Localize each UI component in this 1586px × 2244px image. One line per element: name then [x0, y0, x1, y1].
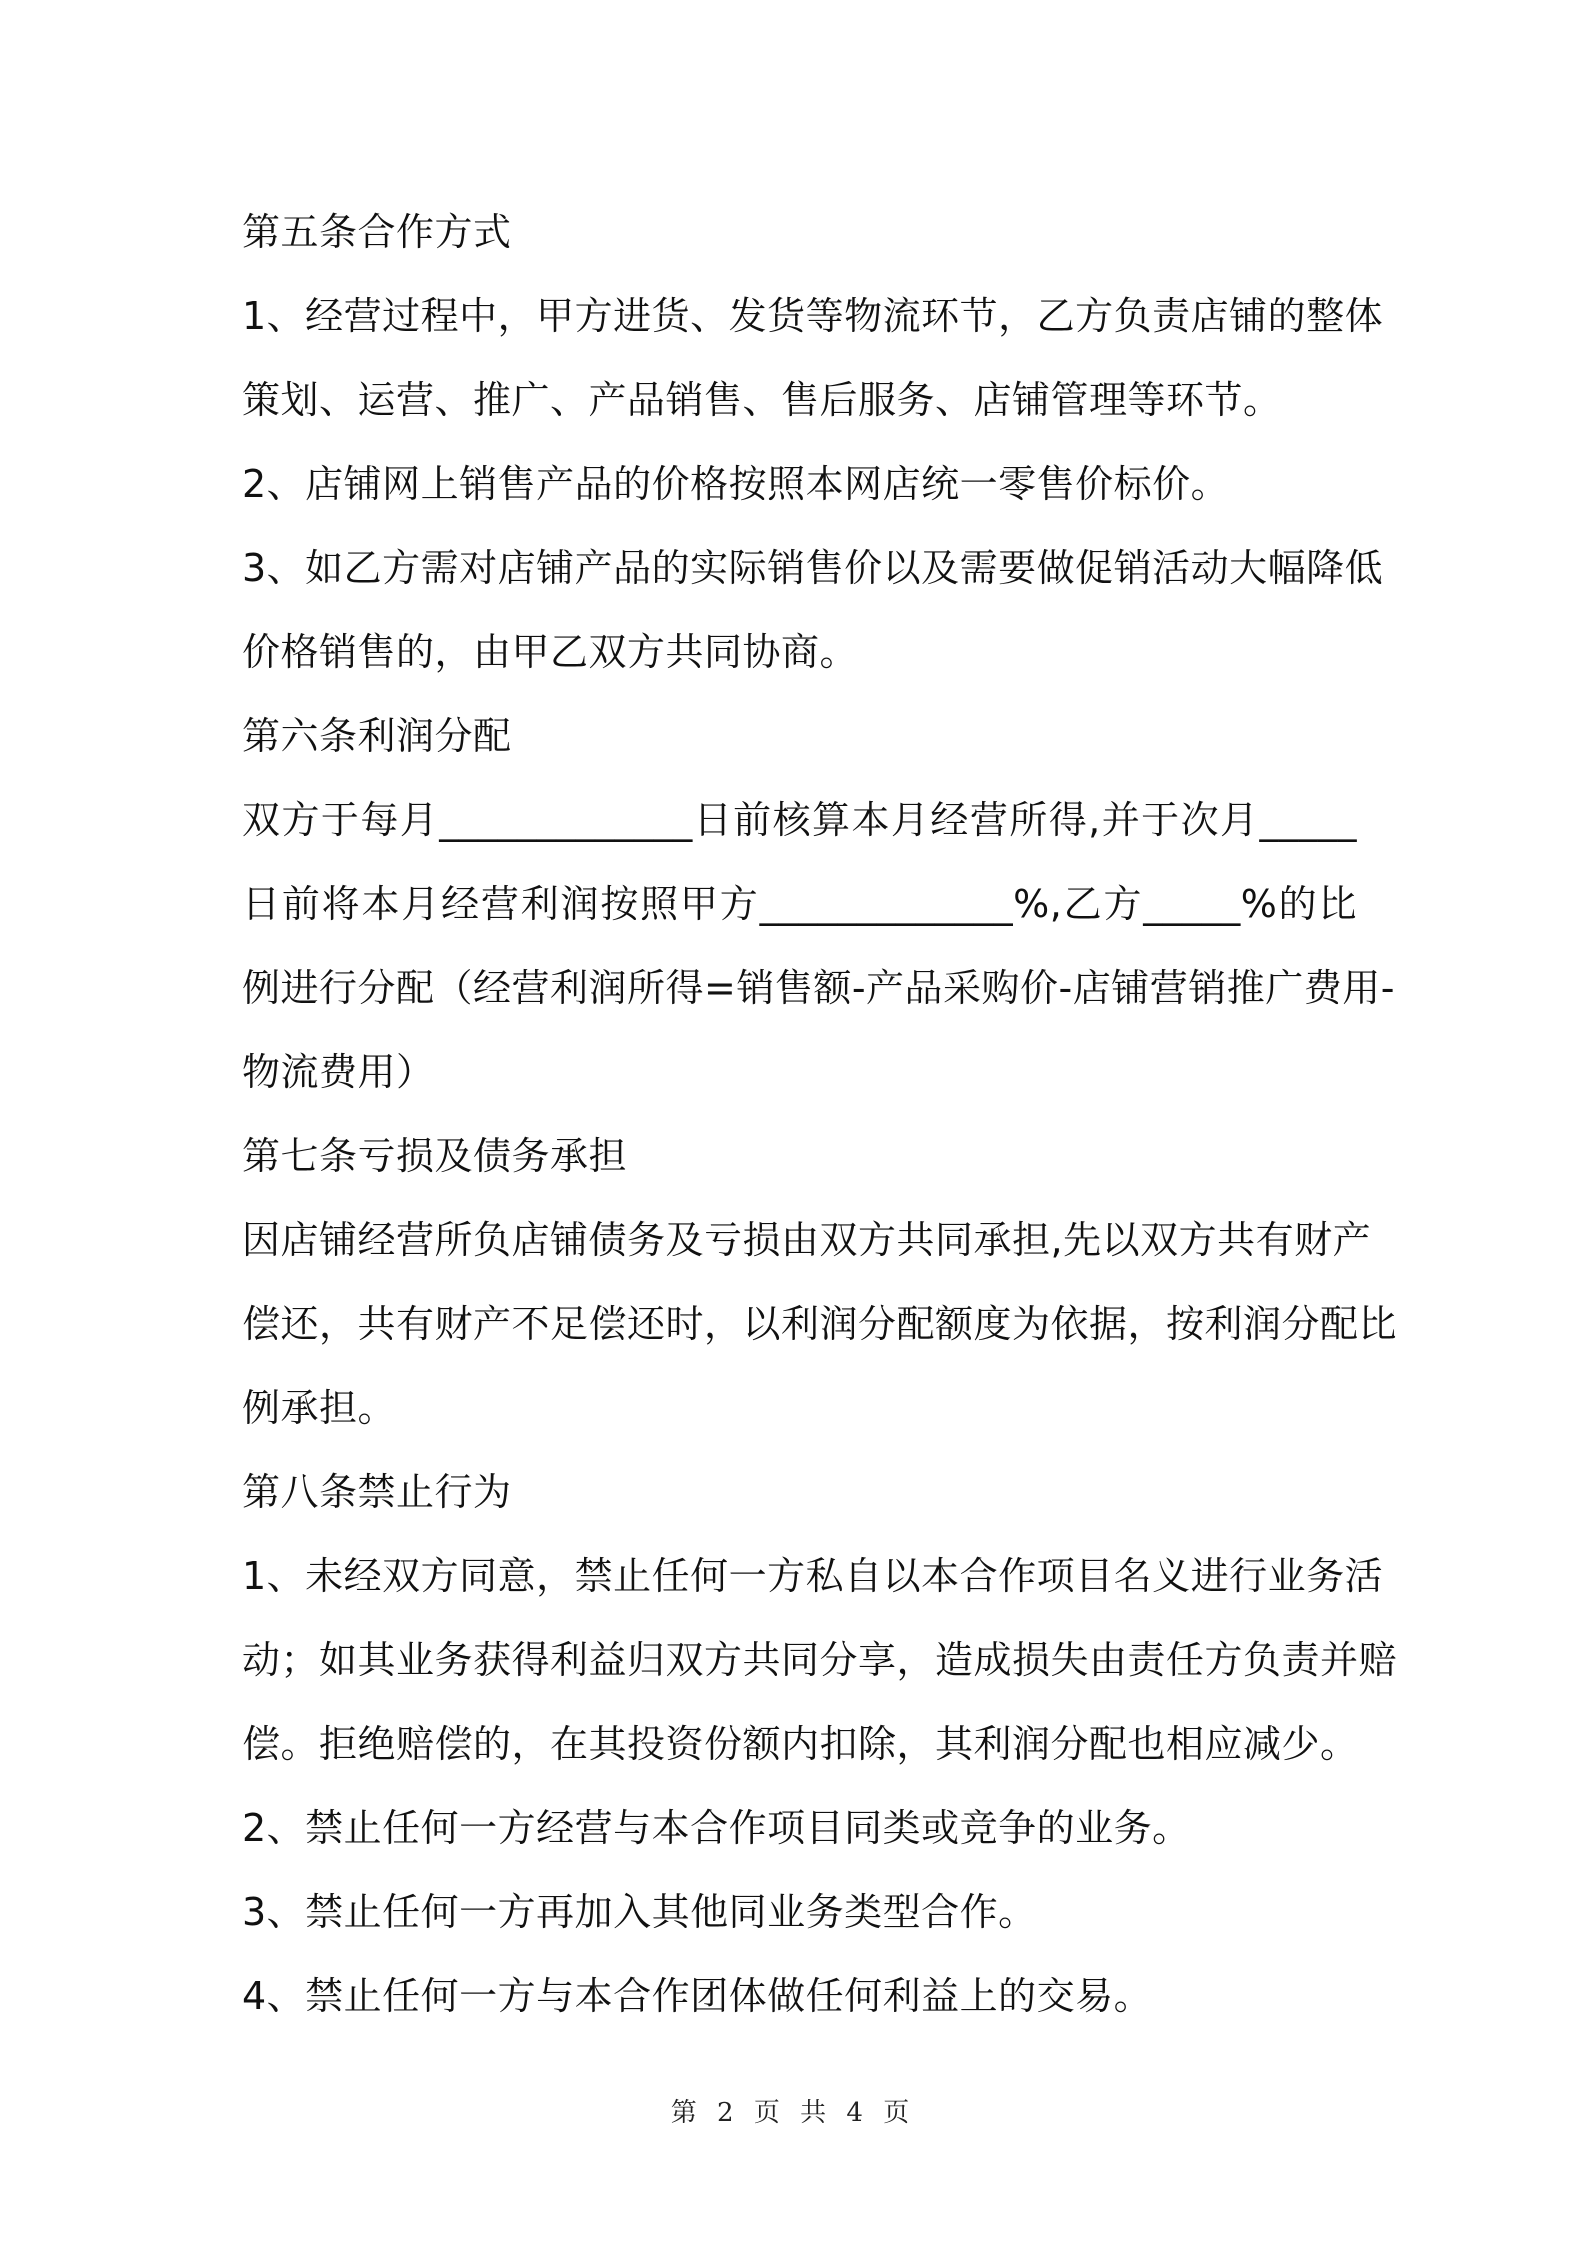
paragraph-line: 4、禁止任何一方与本合作团体做任何利益上的交易。: [242, 1974, 1153, 2018]
paragraph-line: 1、未经双方同意，禁止任何一方私自以本合作项目名义进行业务活: [242, 1554, 1384, 1598]
paragraph-line: 偿。拒绝赔偿的，在其投资份额内扣除，其利润分配也相应减少。: [242, 1722, 1359, 1766]
paragraph-line: 3、如乙方需对店铺产品的实际销售价以及需要做促销活动大幅降低: [242, 546, 1384, 590]
paragraph-line: 3、禁止任何一方再加入其他同业务类型合作。: [242, 1890, 1037, 1934]
paragraph-line: 2、禁止任何一方经营与本合作项目同类或竞争的业务。: [242, 1806, 1191, 1850]
heading-article-6: 第六条利润分配: [242, 714, 512, 758]
paragraph-line: 动；如其业务获得利益归双方共同分享，造成损失由责任方负责并赔: [242, 1638, 1398, 1682]
paragraph-line: 双方于每月_____________日前核算本月经营所得,并于次月_____: [242, 798, 1357, 842]
paragraph-line: 2、店铺网上销售产品的价格按照本网店统一零售价标价。: [242, 462, 1230, 506]
paragraph-line: 价格销售的，由甲乙双方共同协商。: [242, 630, 859, 674]
paragraph-line: 策划、运营、推广、产品销售、售后服务、店铺管理等环节。: [242, 378, 1282, 422]
paragraph-line: 例承担。: [242, 1386, 397, 1430]
paragraph-line: 日前将本月经营利润按照甲方_____________%,乙方_____%的比: [242, 882, 1357, 926]
heading-article-8: 第八条禁止行为: [242, 1470, 512, 1514]
paragraph-line: 偿还，共有财产不足偿还时，以利润分配额度为依据，按利润分配比: [242, 1302, 1398, 1346]
paragraph-line: 因店铺经营所负店铺债务及亏损由双方共同承担,先以双方共有财产: [242, 1218, 1372, 1262]
paragraph-line: 例进行分配（经营利润所得=销售额-产品采购价-店铺营销推广费用-: [242, 966, 1395, 1010]
heading-article-7: 第七条亏损及债务承担: [242, 1134, 628, 1178]
page-number: 第 2 页 共 4 页: [670, 2098, 916, 2128]
document-body: [242, 190, 1398, 2038]
heading-article-5: 第五条合作方式: [242, 210, 512, 254]
paragraph-line: 1、经营过程中，甲方进货、发货等物流环节，乙方负责店铺的整体: [242, 294, 1384, 338]
paragraph-line: 物流费用）: [242, 1050, 435, 1094]
